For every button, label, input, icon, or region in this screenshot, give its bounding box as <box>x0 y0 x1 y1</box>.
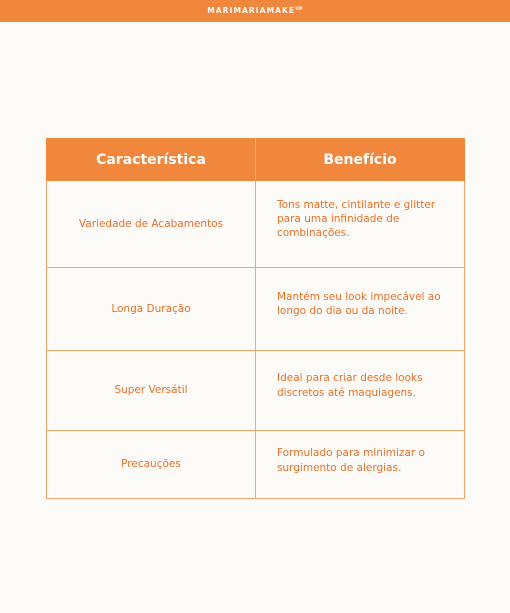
benefit-text: Formulado para minimizar o surgimento de alergias. <box>277 447 425 474</box>
benefit-cell <box>256 181 465 268</box>
feature-cell: Precauções <box>47 431 256 499</box>
benefit-text: Mantém seu look impecável ao longo do dia ou da noite. <box>277 290 441 317</box>
benefits-table <box>46 138 465 499</box>
table-row <box>47 181 465 268</box>
brand-logo <box>207 7 303 15</box>
column-header-feature: Característica <box>47 139 256 181</box>
feature-cell: Super Versátil <box>47 351 256 431</box>
brand-sup: UP <box>295 7 303 13</box>
feature-cell: Variedade de Acabamentos <box>47 181 256 268</box>
benefit-cell <box>256 431 465 499</box>
benefit-cell <box>256 351 465 431</box>
column-header-benefit: Benefício <box>256 139 465 181</box>
table-row <box>47 351 465 431</box>
feature-cell: Longa Duração <box>47 268 256 351</box>
benefit-text: Tons matte, cintilante e glitter para uma infinidade de combinações. <box>277 198 436 240</box>
brand-main: MARIMARIAMAKE <box>207 6 296 16</box>
benefit-cell <box>256 268 465 351</box>
benefit-text: Ideal para criar desde looks discretos até maquiagens. <box>277 372 423 399</box>
top-bar <box>0 0 510 22</box>
table-header-row <box>47 139 465 181</box>
table-row <box>47 431 465 499</box>
table-row <box>47 268 465 351</box>
